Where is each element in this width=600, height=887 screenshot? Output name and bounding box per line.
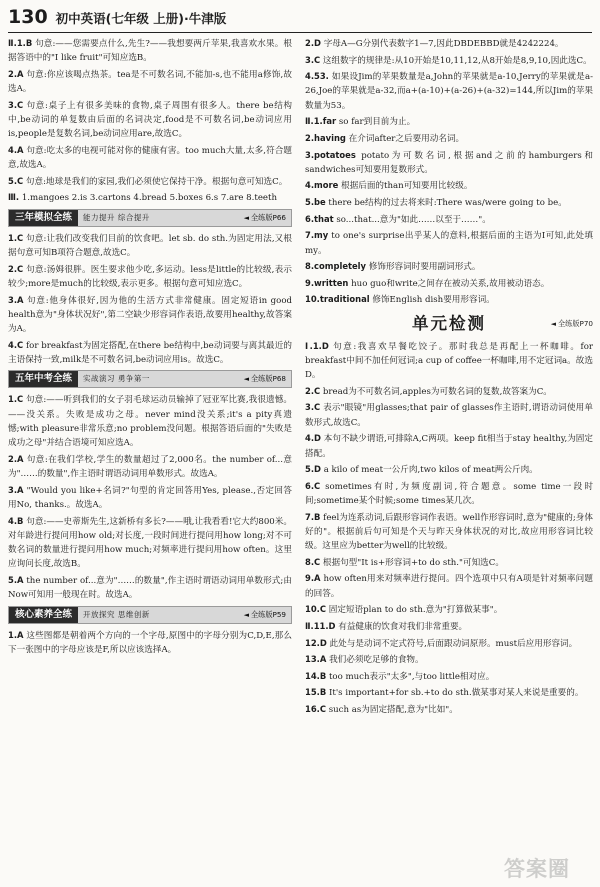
answer-number: 8.C: [305, 556, 321, 567]
answer-number: 15.B: [305, 687, 327, 698]
answer-item: [305, 669, 593, 684]
answer-item: [305, 69, 593, 113]
answer-number: 9.written: [305, 277, 349, 288]
answer-explanation: 这些图都是朝着两个方向的一个字母,原图中的字母分别为C,D,E,那么下一张图中的字母应该是F,所以应该选择A。: [8, 630, 292, 655]
answer-item: [305, 400, 593, 430]
answer-item: [305, 259, 593, 274]
answer-explanation: 句意:——您需要点什么,先生?——我想要两斤苹果,我喜欢水果。根据答语中的"I like fruit"可知应选B。: [8, 39, 293, 64]
unit-test-title: 单元检测: [412, 314, 486, 334]
answer-item: [8, 628, 292, 658]
answer-number: 4.B: [8, 515, 24, 526]
answer-number: 10.traditional: [305, 294, 370, 305]
answer-item: [305, 131, 593, 146]
answer-explanation: feel为连系动词,后跟形容词作表语。well作形容词时,意为"健康的;身体好的"。根据前后句可知是个天与昨天身体状况的对比,故应用形容词比较级。这里应为better为well的比较级。: [305, 512, 593, 552]
answer-number: 1.C: [8, 232, 24, 243]
answer-number: 3.A: [8, 484, 24, 495]
answer-number: 12.D: [305, 637, 327, 648]
answer-item: [305, 212, 593, 227]
answer-item: [305, 652, 593, 667]
answer-number: 1.A: [8, 629, 24, 640]
watermark-logo: 答案圈: [504, 857, 570, 881]
answer-item: [305, 636, 593, 651]
right-column: [305, 36, 593, 718]
answer-explanation: such as为固定搭配,意为"比如"。: [328, 704, 458, 715]
page-reference: ◄ 全练版P66: [244, 211, 291, 225]
answer-number: 16.C: [305, 703, 326, 714]
answer-item: [8, 452, 292, 482]
section-band-subtitle: 开放探究 思维创新: [83, 609, 150, 619]
answer-number: 2.A: [8, 68, 24, 79]
answer-number: 4.C: [8, 339, 24, 350]
answer-explanation: 这组数字的规律是:从10开始是10,11,12,从8开始是8,9,10,因此选C。: [322, 55, 592, 66]
answer-item: [8, 36, 292, 66]
answer-number: 2.C: [305, 385, 321, 396]
answer-explanation: 根据句型"It is+形容词+to do sth."可知选C。: [322, 557, 504, 568]
answer-explanation: to one's surprise出乎某人的意料,根据后面的主语为I可知,此处填my。: [305, 231, 593, 256]
answer-item: [305, 228, 593, 258]
answer-number: Ⅱ.11.D: [305, 620, 336, 631]
answer-explanation: 此处与是动词不定式符号,后面跟动词原形。must后应用形容词。: [329, 638, 578, 649]
answer-explanation: 句意:——听到我们的女子羽毛球运动员输掉了冠亚军比赛,我很遗憾。——没关系。失败是成功之母。never mind没关系;it's a pity真遗憾;with pleasure非常乐意;no problem没问题。根据答语后面的"失败是成功之母"并结合语境可知应选A。: [8, 395, 292, 449]
answer-explanation: It's important+for sb.+to do sth.做某事对某人来说是重要的。: [328, 688, 584, 699]
answer-item: [305, 619, 593, 634]
page-reference: ◄ 全练版P70: [551, 317, 593, 331]
section-band-subtitle: 能力提升 综合提升: [83, 212, 150, 222]
answer-number: 2.C: [8, 263, 24, 274]
answer-explanation: 修饰形容词时要用副词形式。: [368, 262, 481, 273]
section-band-subtitle: 实战演习 勇争第一: [83, 374, 150, 384]
answer-explanation: huo guo和write之间存在被动关系,故用被动语态。: [351, 278, 550, 289]
answer-explanation: for breakfast为固定搭配,在there be结构中,be动词要与离其最近的主语保持一致,milk是不可数名词,be动词应用is。故选C。: [8, 340, 293, 366]
answer-explanation: 本句不缺少谓语,可排除A,C两项。keep fit相当于stay healthy,为固定搭配。: [305, 434, 594, 459]
answer-item: [305, 276, 593, 291]
answer-number: 3.C: [8, 99, 24, 110]
page-number: 130: [8, 6, 48, 28]
answer-item: [305, 571, 593, 601]
answer-number: Ⅱ.1.B: [8, 38, 33, 48]
answer-explanation: 句意:在我们学校,学生的数量超过了2,000名。the number of...意为"……的数量",作主语时谓语动词用单数形式。故选A。: [8, 454, 292, 480]
left-column: [8, 36, 292, 659]
answer-item: [305, 292, 593, 307]
answer-number: 7.my: [305, 230, 329, 241]
section-band-title: 三年模拟全练: [9, 210, 78, 226]
answer-number: 1.C: [8, 394, 24, 405]
unit-test-heading: [305, 314, 593, 336]
answer-explanation: "Would you like+名词?"句型的肯定回答用Yes, please.,否定回答用No, thanks.。故选A。: [8, 485, 292, 510]
page-reference: ◄ 全练版P59: [244, 608, 291, 622]
answer-number: 4.53.: [305, 71, 329, 82]
answer-explanation: potato为可数名词,根据and之前的hamburgers和sandwiches可知要用复数形式。: [305, 150, 594, 175]
section-band: [8, 370, 292, 388]
answer-explanation: 句意:让我们改变我们目前的饮食吧。let sb. do sth.为固定用法,又根据句意可知B项符合题意,故选C。: [8, 233, 293, 259]
answer-item: [305, 195, 593, 210]
answer-item: [8, 483, 292, 513]
answer-item: [8, 573, 292, 603]
answer-explanation: 句意:吃太多的电视可能对你的健康有害。too much大量,太多,符合题意,故选A。: [8, 145, 292, 171]
answer-explanation: 句意:你应该喝点热茶。tea是不可数名词,不能加-s,也不能用a修饰,故选A。: [8, 69, 293, 95]
answer-number: 4.A: [8, 144, 24, 155]
answer-item: [8, 67, 292, 97]
answer-item: [305, 555, 593, 570]
answer-item: [305, 685, 593, 700]
answer-item: [305, 339, 593, 383]
section-band-title: 核心素养全练: [9, 607, 78, 623]
answer-number: 10.C: [305, 604, 326, 615]
answer-explanation: 字母A—G分别代表数字1—7,因此DBDEBBD就是4242224。: [323, 39, 564, 49]
answer-explanation: 在介词after之后要用动名词。: [348, 133, 465, 144]
answer-explanation: 句意:他身体很好,因为他的生活方式非常健康。固定短语in good health意为"身体状况好",第二空缺少形容词作表语,故要用healthy,故答案为A。: [8, 295, 293, 335]
section-band: [8, 606, 292, 624]
answer-number: 2.D: [305, 38, 321, 48]
answer-number: 8.completely: [305, 261, 367, 272]
answer-item: [305, 462, 593, 477]
answer-item: [8, 338, 292, 368]
answer-number: 3.potatoes: [305, 149, 356, 160]
answer-item: [8, 98, 292, 142]
answer-item: [8, 190, 292, 205]
answer-item: [305, 384, 593, 399]
answer-number: 6.C: [305, 480, 321, 491]
answer-explanation: 句意:地球是我们的家园,我们必须使它保持干净。根据句意可知选C。: [25, 176, 288, 187]
answer-number: 2.having: [305, 132, 346, 143]
answer-item: [305, 178, 593, 193]
answer-number: 5.C: [8, 175, 24, 186]
answer-explanation: so...that...意为"如此……以至于……"。: [336, 214, 491, 225]
answer-item: [8, 392, 292, 450]
answer-explanation: 1.mangoes 2.is 3.cartons 4.bread 5.boxes 6.s 7.are 8.teeth: [21, 193, 277, 204]
answer-item: [8, 231, 292, 261]
answer-explanation: how often用来对频率进行提问。四个选项中只有A项是针对频率问题的回答。: [305, 574, 594, 599]
page-header: [8, 6, 592, 33]
answer-explanation: 修饰English dish要用形容词。: [372, 295, 495, 306]
answer-item: [305, 148, 593, 178]
answer-number: Ⅰ.1.D: [305, 340, 329, 351]
answer-item: [8, 514, 292, 572]
answer-explanation: there be结构的过去将来时:There was/were going to be。: [328, 198, 567, 209]
answer-explanation: 句意:我喜欢早餐吃饺子。那时我总是再配上一杯咖啡。for breakfast中间不加任何冠词;a cup of coffee一杯咖啡,用不定冠词a。故选D。: [305, 341, 593, 381]
answer-number: 2.A: [8, 453, 24, 464]
answer-explanation: 表示"眼镜"用glasses;that pair of glasses作主语时,谓语动词使用单数形式,故选C。: [305, 403, 594, 428]
answer-explanation: 根据后面的than可知要用比较级。: [341, 181, 473, 192]
answer-explanation: a kilo of meat一公斤肉,two kilos of meat两公斤肉。: [323, 465, 538, 476]
answer-number: 3.C: [305, 402, 321, 413]
answer-item: [8, 174, 292, 189]
answer-item: [305, 510, 593, 554]
answer-explanation: 如果设Jim的苹果数量是a,John的苹果就是a-10,Jerry的苹果就是a-26,Joe的苹果就是a-32,而a+(a-10)+(a-26)+(a-32)=144,所以Jim的苹果数量为53。: [305, 72, 594, 111]
answer-item: [305, 479, 593, 509]
answer-explanation: sometimes有时,为频度副词,符合题意。some time一段时间;sometime某个时候;some times某几次。: [305, 481, 593, 507]
answer-number: 14.B: [305, 670, 327, 681]
answer-item: [8, 262, 292, 292]
answer-number: 6.that: [305, 213, 334, 224]
answer-number: 13.A: [305, 654, 327, 665]
answer-item: [8, 293, 292, 337]
book-title: 初中英语(七年级 上册)·牛津版: [55, 11, 227, 26]
answer-explanation: bread为不可数名词,apples为可数名词的复数,故答案为C。: [322, 386, 552, 397]
answer-explanation: too much表示"太多",与too little相对应。: [328, 671, 495, 682]
answer-explanation: 固定短语plan to do sth.意为"打算做某事"。: [328, 605, 503, 616]
answer-explanation: so far到目前为止。: [338, 117, 416, 128]
answer-item: [305, 602, 593, 617]
answer-item: [305, 431, 593, 461]
answer-number: Ⅱ.1.far: [305, 116, 337, 127]
answer-item: [8, 143, 292, 173]
answer-number: 4.D: [305, 433, 321, 444]
answer-number: 5.A: [8, 575, 24, 586]
section-band-title: 五年中考全练: [9, 371, 78, 387]
answer-explanation: 句意:汤姆很胖。医生要求他少吃,多运动。less是little的比较级,表示较少;more是much的比较级,表示更多。根据句意可知应选C。: [8, 264, 292, 289]
answer-item: [305, 53, 593, 68]
answer-explanation: 句意:——史蒂斯先生,这新桥有多长?——哦,让我看看!它大约800米。对年龄进行提问用how old;对长度,一段时间进行提问用how long;对不可数名词的数量进行提问用how much;对频率进行提问用how often。这里应询问长度,故选B。: [8, 516, 293, 570]
answer-explanation: 句意:桌子上有很多美味的食物,桌子周围有很多人。there be结构中,be动词的单复数由后面的名词决定,food是不可数名词,be动词应用is,people是复数名词,be动词应用are,故选C。: [8, 100, 293, 140]
answer-number: 3.A: [8, 294, 24, 305]
answer-item: [305, 36, 593, 51]
answer-number: 4.more: [305, 180, 339, 191]
answer-item: [305, 114, 593, 129]
answer-explanation: 我们必须吃足够的食物。: [329, 655, 424, 666]
page-reference: ◄ 全练版P68: [244, 372, 291, 386]
answer-number: Ⅲ.: [8, 192, 20, 203]
answer-item: [305, 702, 593, 717]
answer-explanation: the number of...意为"……的数量",作主语时谓语动词用单数形式;由Now可知用一般现在时。故选A。: [8, 576, 293, 601]
answer-number: 3.C: [305, 54, 321, 65]
answer-number: 9.A: [305, 573, 321, 584]
section-band: [8, 209, 292, 227]
answer-number: 5.D: [305, 464, 321, 475]
answer-number: 5.be: [305, 197, 326, 208]
answer-number: 7.B: [305, 511, 321, 522]
answer-explanation: 有益健康的饮食对我们非常重要。: [338, 621, 468, 632]
